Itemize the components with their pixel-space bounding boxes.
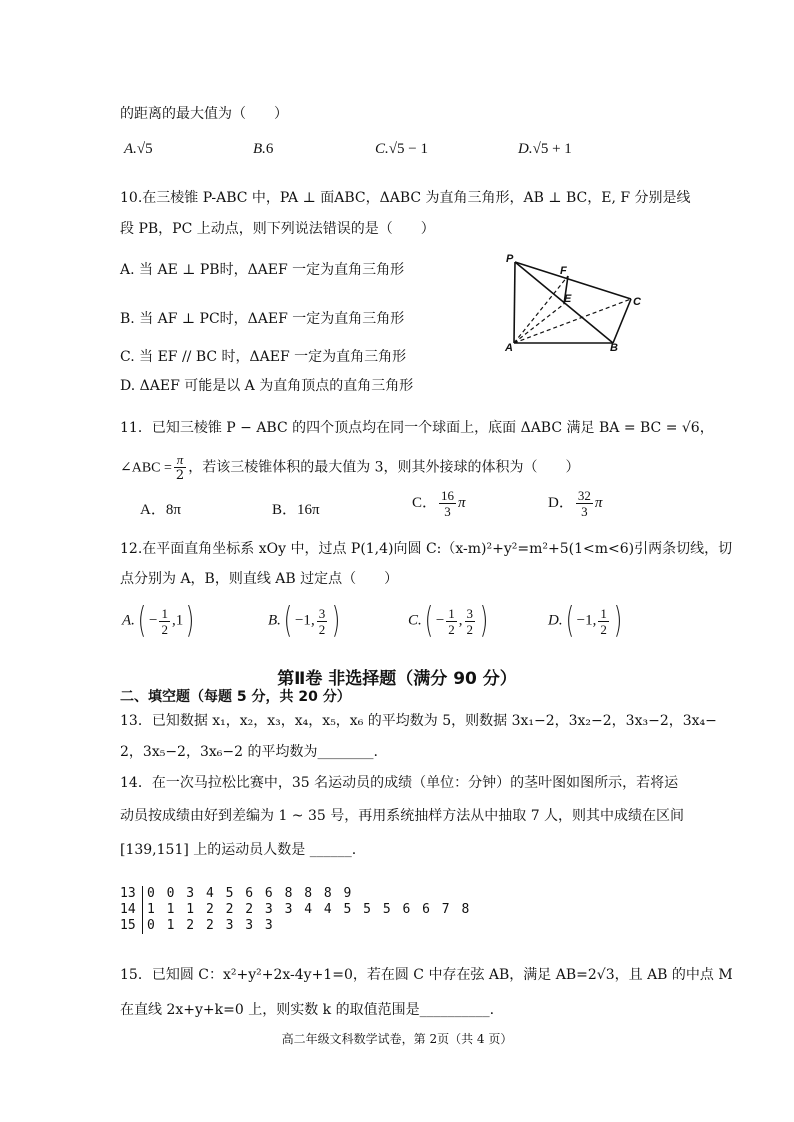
part2-title: 第Ⅱ卷 非选择题（满分 90 分） [277, 669, 517, 689]
q10-stem-line2: 段 PB，PC 上动点，则下列说法错误的是（ ） [120, 221, 435, 237]
q9-option-a: A.√5 [124, 141, 153, 157]
q9-tail: 的距离的最大值为（ ） [120, 106, 288, 122]
q14-stem-line3: [139,151] 上的运动员人数是 ______. [120, 842, 357, 858]
q10-option-a: A. 当 AE ⊥ PB时，ΔAEF 一定为直角三角形 [120, 262, 405, 278]
q10-option-c: C. 当 EF // BC 时，ΔAEF 一定为直角三角形 [120, 349, 407, 365]
q14-stem-line2: 动员按成绩由好到差编为 1 ~ 35 号，再用系统抽样方法从中抽取 7 人，则其中成绩在区间 [120, 808, 685, 824]
q11-stem-line2: ∠ABC = $\frac{\pi}{2}$ ，若该三棱锥体积的最大值为 3，则其外接球的体积为（ ） [120, 452, 580, 483]
stem-leaf-row: 13 0 0 3 4 5 6 6 8 8 8 9 [120, 886, 354, 901]
label-a: A [505, 342, 513, 354]
q12-option-d: D.( −1, $\frac{1}{2}$ ) [548, 600, 623, 641]
q9-option-c: C.√5 − 1 [375, 141, 428, 157]
label-c: C [633, 296, 641, 308]
label-f: F [560, 265, 567, 277]
q11-option-c: C． $\frac{16}{3}$ π [412, 488, 466, 519]
q12-stem-line2: 点分别为 A，B，则直线 AB 过定点（ ） [120, 571, 399, 587]
q12-option-c: C.( − $\frac{1}{2}$ , $\frac{3}{2}$ ) [408, 600, 489, 641]
q10-option-b: B. 当 AF ⊥ PC时，ΔAEF 一定为直角三角形 [120, 311, 405, 327]
q11-option-a: A．8π [140, 502, 181, 518]
q11-option-d: D． $\frac{32}{3}$ π [548, 488, 603, 519]
q15-stem-line2: 在直线 2x+y+k=0 上，则实数 k 的取值范围是__________. [120, 1002, 495, 1018]
q13-stem-line2: 2，3x₅−2，3x₆−2 的平均数为________. [120, 744, 378, 760]
q14-stem-line1: 14．在一次马拉松比赛中，35 名运动员的成绩（单位：分钟）的茎叶图如图所示，若将运 [120, 775, 679, 791]
q11-option-b: B．16π [272, 502, 320, 518]
stem-leaf-plot [120, 886, 471, 934]
q10-option-d: D. ΔAEF 可能是以 A 为直角顶点的直角三角形 [120, 378, 414, 394]
q12-option-a: A.( − $\frac{1}{2}$ ,1) [122, 600, 195, 641]
q13-stem-line1: 13．已知数据 x₁，x₂，x₃，x₄，x₅，x₆ 的平均数为 5，则数据 3x₁−2，3x₂−2，3x₃−2，3x₄− [120, 713, 717, 729]
label-b: B [610, 342, 618, 354]
page-footer: 高二年级文科数学试卷，第 2页（共 4 页） [281, 1032, 513, 1046]
q12-option-b: B.( −1, $\frac{3}{2}$ ) [268, 600, 341, 641]
stem-leaf-row: 15 0 1 2 2 3 3 3 [120, 918, 275, 933]
stem-leaf-row: 14 1 1 1 2 2 2 3 3 4 4 5 5 5 6 6 7 8 [120, 902, 472, 917]
q11-stem-line1: 11．已知三棱锥 P − ABC 的四个顶点均在同一个球面上，底面 ΔABC 满足 BA = BC = √6， [120, 420, 714, 436]
q15-stem-line1: 15．已知圆 C：x²+y²+2x-4y+1=0，若在圆 C 中存在弦 AB，满足 AB=2√3，且 AB 的中点 M [120, 967, 733, 983]
label-e: E [564, 293, 572, 305]
label-p: P [506, 253, 514, 265]
q9-option-b: B.6 [253, 141, 274, 157]
q12-stem-line1: 12.在平面直角坐标系 xOy 中，过点 P(1,4)向圆 C:（x-m)²+y²=m²+5(1<m<6)引两条切线，切 [120, 541, 733, 557]
section-fill-in-title: 二、填空题（每题 5 分，共 20 分） [120, 689, 351, 705]
q9-option-d: D.√5 + 1 [518, 141, 572, 157]
pyramid-figure [500, 250, 650, 355]
q10-stem-line1: 10.在三棱锥 P-ABC 中，PA ⊥ 面ABC，ΔABC 为直角三角形，AB ⊥ BC，E, F 分别是线 [120, 190, 691, 206]
